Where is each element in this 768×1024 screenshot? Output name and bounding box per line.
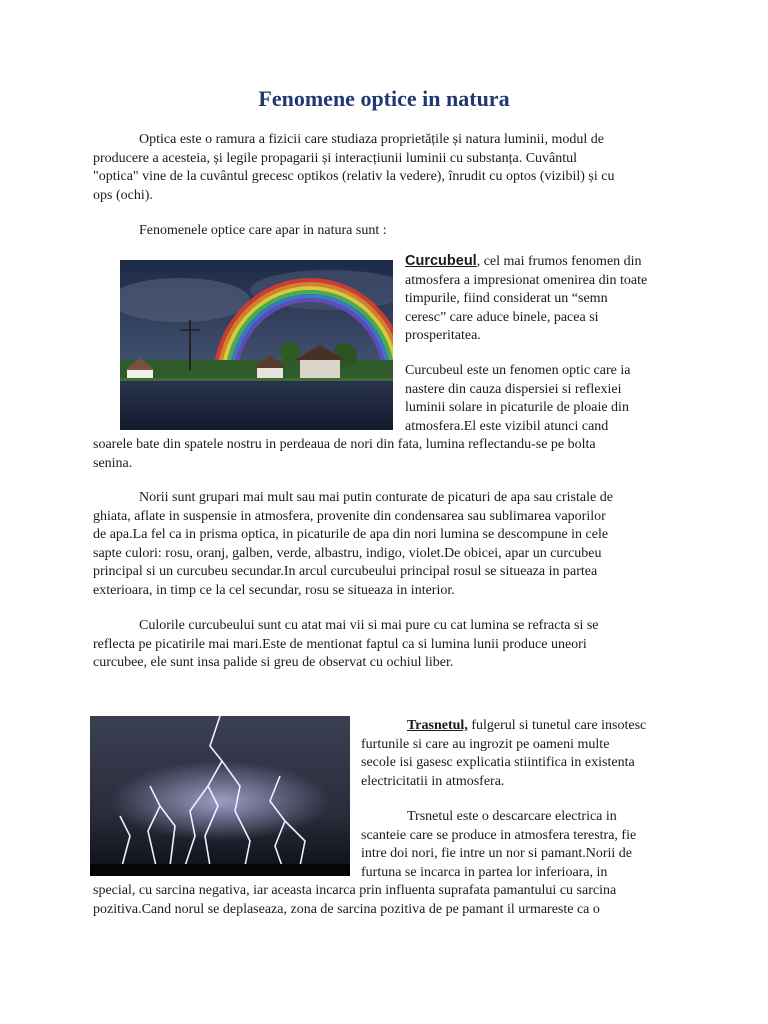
text-span: , cel mai frumos fenomen din: [476, 254, 642, 269]
lightning-explanation-full: [93, 882, 693, 919]
colors-paragraph: [93, 617, 693, 673]
text-span: fulgerul si tunetul care insotesc: [467, 718, 647, 733]
text-line: timpurile, fiind considerat un “semn: [405, 291, 608, 306]
text-line: senina.: [93, 455, 133, 471]
rainbow-term: Curcubeul: [405, 253, 477, 269]
text-line: Norii sunt grupari mai mult sau mai putin conturate de picaturi de apa sau cristale de: [139, 490, 613, 505]
text-line: de apa.La fel ca in prisma optica, in picaturile de apa din nori lumina se descompune in cele: [93, 527, 609, 542]
text-line: furtunile si care au ingrozit pe oameni multe: [361, 736, 610, 752]
text-line: scanteie care se produce in atmosfera terestra, fie: [361, 827, 637, 843]
text-line: pozitiva.Cand norul se deplaseaza, zona de sarcina pozitiva de pe pamant il urmareste ca o: [93, 901, 600, 917]
intro-line: producere a acesteia, și legile propagarii și interacțiunii luminii cu substanța. Cuvântul: [93, 150, 578, 166]
clouds-paragraph: [93, 489, 693, 600]
text-line: sapte culori: rosu, oranj, galben, verde, albastru, indigo, violet.De obicei, apar un curcubeu: [93, 545, 602, 561]
intro-line: "optica" vine de la cuvântul grecesc optikos (relativ la vedere), înrudit cu optos (vizibil) și cu: [93, 169, 615, 184]
intro-paragraph: [93, 131, 693, 205]
text-line: luminii solare in picaturile de ploaie din: [405, 400, 629, 415]
text-line: prosperitatea.: [405, 328, 481, 343]
text-line: soarele bate din spatele nostru in perdeaua de nori din fata, lumina reflectandu-se pe bolta: [93, 437, 596, 452]
text-line: nastere din cauza dispersiei si reflexiei: [405, 381, 622, 397]
rainbow-landscape-image: [120, 260, 393, 430]
text-line: intre doi nori, fie intre un nor si pamant.Norii de: [361, 846, 632, 861]
text-line: ghiata, aflate in suspensie in atmosfera, provenite din condensarea sau sublimarea vaporilor: [93, 508, 606, 524]
text-line: special, cu sarcina negativa, iar aceasta incarca prin influenta suprafata pamantului cu sarcina: [93, 883, 617, 898]
intro-line: ops (ochi).: [93, 187, 153, 203]
text-line: electricitatii in atmosfera.: [361, 773, 505, 789]
text-line: exterioara, in timp ce la cel secundar, rosu se situeaza in interior.: [93, 582, 455, 598]
text-line: Curcubeul este un fenomen optic care ia: [405, 363, 631, 378]
lightning-intro-paragraph: [361, 717, 681, 791]
rainbow-explanation-wrap: [405, 362, 695, 436]
lightning-term: Trasnetul,: [407, 718, 468, 733]
text-line: curcubee, ele sunt insa palide si greu de observat cu ochiul liber.: [93, 655, 454, 670]
text-line: ceresc” care aduce binele, pacea si: [405, 309, 599, 325]
rainbow-intro-paragraph: [405, 252, 695, 346]
text-line: furtuna se incarca in partea lor inferioara, in: [361, 864, 608, 880]
text-line: principal si un curcubeu secundar.In arcul curcubeului principal rosul se situeaza in partea: [93, 564, 598, 579]
text-line: Culorile curcubeului sunt cu atat mai vii si mai pure cu cat lumina se refracta si se: [139, 618, 599, 633]
intro-line: Optica este o ramura a fizicii care studiaza proprietățile și natura luminii, modul de: [139, 132, 604, 147]
page-title: Fenomene optice in natura: [258, 86, 510, 111]
lightning-storm-image: [90, 716, 350, 876]
rainbow-explanation-full: [93, 436, 693, 473]
lightning-explanation-wrap: [361, 808, 681, 882]
lead-in-text: Fenomenele optice care apar in natura sunt :: [139, 223, 387, 238]
text-line: atmosfera a impresionat omenirea din toate: [405, 272, 648, 288]
text-line: reflecta pe picatirile mai mari.Este de mentionat faptul ca si lumina lunii produce uneori: [93, 636, 587, 652]
text-line: Trsnetul este o descarcare electrica in: [407, 809, 617, 824]
text-line: atmosfera.El este vizibil atunci cand: [405, 418, 609, 434]
text-line: secole isi gasesc explicatia stiintifica in existenta: [361, 755, 635, 770]
